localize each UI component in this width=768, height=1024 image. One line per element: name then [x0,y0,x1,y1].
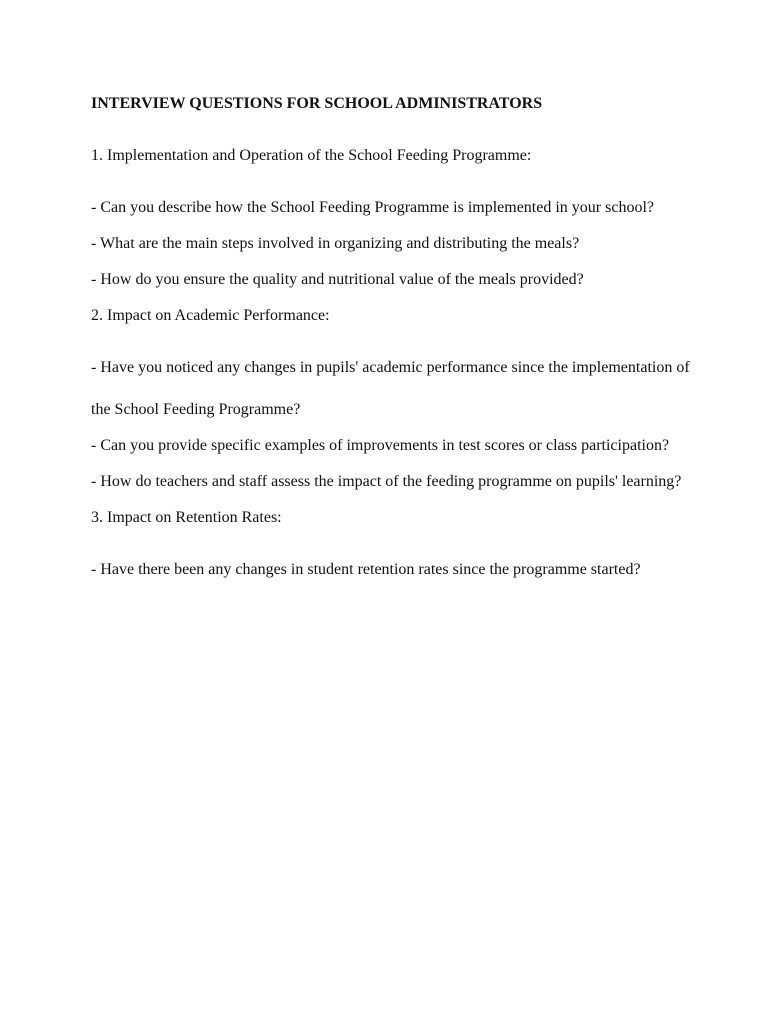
question-1-3: - How do you ensure the quality and nutritional value of the meals provided? [91,271,584,288]
question-1-2: - What are the main steps involved in organizing and distributing the meals? [91,235,580,252]
document-content [91,91,691,593]
question-2-2: - Can you provide specific examples of improvements in test scores or class participation? [91,437,670,454]
section-heading-1: 1. Implementation and Operation of the School Feeding Programme: [91,147,532,164]
question-2-3: - How do teachers and staff assess the impact of the feeding programme on pupils' learning? [91,473,682,490]
question-3-1: - Have there been any changes in student retention rates since the programme started? [91,561,641,578]
section-heading-2: 2. Impact on Academic Performance: [91,307,330,324]
question-2-1: - Have you noticed any changes in pupils' academic performance since the implementation of the School Feeding Programme? [91,359,690,418]
question-1-1: - Can you describe how the School Feeding Programme is implemented in your school? [91,199,654,216]
document-title: INTERVIEW QUESTIONS FOR SCHOOL ADMINISTRATORS [91,95,543,112]
section-heading-3: 3. Impact on Retention Rates: [91,509,282,526]
